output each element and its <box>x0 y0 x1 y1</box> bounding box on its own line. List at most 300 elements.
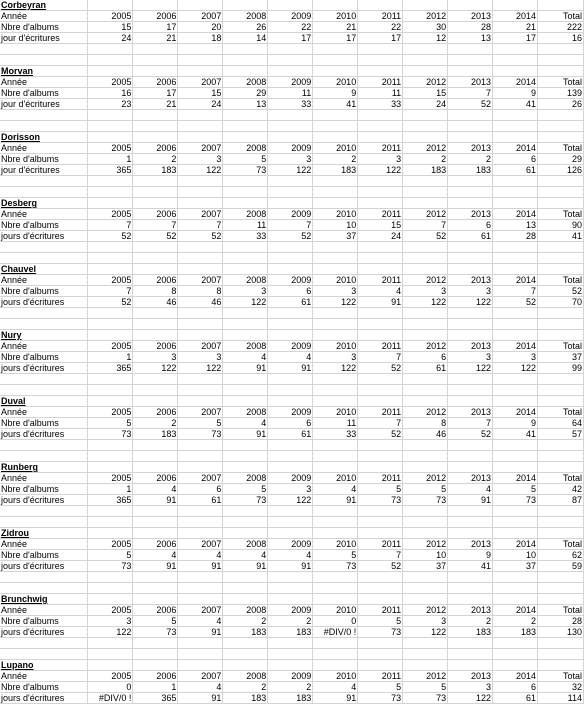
empty-cell[interactable] <box>538 649 584 660</box>
year-cell[interactable]: 2009 <box>268 11 313 22</box>
albums-value-cell[interactable]: 5 <box>358 682 403 693</box>
empty-cell[interactable] <box>133 198 178 209</box>
empty-cell[interactable] <box>88 242 133 253</box>
year-cell[interactable]: 2010 <box>313 671 358 682</box>
empty-cell[interactable] <box>0 308 88 319</box>
days-value-cell[interactable]: 73 <box>133 627 178 638</box>
albums-value-cell[interactable]: 3 <box>448 286 493 297</box>
empty-cell[interactable] <box>178 110 223 121</box>
days-label-cell[interactable]: jours d'écritures <box>0 297 88 308</box>
year-cell[interactable]: 2010 <box>313 11 358 22</box>
empty-cell[interactable] <box>223 264 268 275</box>
empty-cell[interactable] <box>178 253 223 264</box>
days-value-cell[interactable]: 52 <box>403 231 448 242</box>
year-cell[interactable]: 2010 <box>313 605 358 616</box>
albums-value-cell[interactable]: 3 <box>358 154 403 165</box>
empty-cell[interactable] <box>268 528 313 539</box>
year-label-cell[interactable]: Année <box>0 671 88 682</box>
empty-cell[interactable] <box>223 649 268 660</box>
empty-cell[interactable] <box>223 198 268 209</box>
days-value-cell[interactable]: 73 <box>493 495 538 506</box>
empty-cell[interactable] <box>88 319 133 330</box>
empty-cell[interactable] <box>448 396 493 407</box>
empty-cell[interactable] <box>223 0 268 11</box>
empty-cell[interactable] <box>223 319 268 330</box>
year-cell[interactable]: 2005 <box>88 605 133 616</box>
year-cell[interactable]: 2012 <box>403 275 448 286</box>
empty-cell[interactable] <box>133 55 178 66</box>
days-value-cell[interactable]: 91 <box>178 693 223 704</box>
albums-value-cell[interactable]: 6 <box>493 682 538 693</box>
albums-value-cell[interactable]: 7 <box>268 220 313 231</box>
empty-cell[interactable] <box>0 253 88 264</box>
year-label-cell[interactable]: Année <box>0 209 88 220</box>
empty-cell[interactable] <box>448 583 493 594</box>
empty-cell[interactable] <box>0 649 88 660</box>
albums-value-cell[interactable]: 3 <box>313 352 358 363</box>
empty-cell[interactable] <box>0 374 88 385</box>
empty-cell[interactable] <box>358 187 403 198</box>
year-cell[interactable]: 2013 <box>448 671 493 682</box>
days-value-cell[interactable]: 73 <box>403 693 448 704</box>
days-value-cell[interactable]: 61 <box>493 165 538 176</box>
empty-cell[interactable] <box>268 594 313 605</box>
empty-cell[interactable] <box>223 187 268 198</box>
empty-cell[interactable] <box>223 374 268 385</box>
albums-value-cell[interactable]: 6 <box>268 286 313 297</box>
albums-value-cell[interactable]: 15 <box>178 88 223 99</box>
empty-cell[interactable] <box>403 517 448 528</box>
albums-value-cell[interactable]: 9 <box>493 418 538 429</box>
days-value-cell[interactable]: 91 <box>268 363 313 374</box>
empty-cell[interactable] <box>88 187 133 198</box>
year-cell[interactable]: 2013 <box>448 341 493 352</box>
empty-cell[interactable] <box>358 396 403 407</box>
empty-cell[interactable] <box>133 583 178 594</box>
days-value-cell[interactable]: 91 <box>358 297 403 308</box>
albums-value-cell[interactable]: 6 <box>268 418 313 429</box>
albums-value-cell[interactable]: 5 <box>178 418 223 429</box>
albums-value-cell[interactable]: 4 <box>313 682 358 693</box>
albums-value-cell[interactable]: 6 <box>448 220 493 231</box>
empty-cell[interactable] <box>268 462 313 473</box>
empty-cell[interactable] <box>268 440 313 451</box>
days-value-cell[interactable]: 130 <box>538 627 584 638</box>
empty-cell[interactable] <box>133 396 178 407</box>
empty-cell[interactable] <box>493 583 538 594</box>
days-value-cell[interactable]: 122 <box>133 363 178 374</box>
empty-cell[interactable] <box>0 638 88 649</box>
empty-cell[interactable] <box>358 253 403 264</box>
year-cell[interactable]: 2012 <box>403 11 448 22</box>
year-label-cell[interactable]: Année <box>0 275 88 286</box>
days-value-cell[interactable]: 52 <box>493 297 538 308</box>
year-label-cell[interactable]: Année <box>0 407 88 418</box>
days-value-cell[interactable]: 52 <box>178 231 223 242</box>
albums-value-cell[interactable]: 5 <box>88 550 133 561</box>
empty-cell[interactable] <box>268 451 313 462</box>
albums-value-cell[interactable]: 5 <box>133 616 178 627</box>
empty-cell[interactable] <box>268 583 313 594</box>
year-cell[interactable]: 2005 <box>88 11 133 22</box>
empty-cell[interactable] <box>0 506 88 517</box>
year-label-cell[interactable]: Année <box>0 341 88 352</box>
albums-label-cell[interactable] <box>0 22 88 33</box>
empty-cell[interactable] <box>358 660 403 671</box>
year-cell[interactable]: 2007 <box>178 341 223 352</box>
empty-cell[interactable] <box>313 319 358 330</box>
albums-value-cell[interactable]: 17 <box>133 88 178 99</box>
year-cell[interactable]: 2012 <box>403 473 448 484</box>
days-value-cell[interactable]: 91 <box>313 495 358 506</box>
albums-value-cell[interactable]: 4 <box>133 484 178 495</box>
days-value-cell[interactable]: 122 <box>493 363 538 374</box>
empty-cell[interactable] <box>538 583 584 594</box>
empty-cell[interactable] <box>178 330 223 341</box>
empty-cell[interactable] <box>358 440 403 451</box>
days-label-cell[interactable]: jour d'écritures <box>0 165 88 176</box>
empty-cell[interactable] <box>493 44 538 55</box>
empty-cell[interactable] <box>0 110 88 121</box>
albums-value-cell[interactable]: 11 <box>358 88 403 99</box>
days-value-cell[interactable]: 17 <box>493 33 538 44</box>
empty-cell[interactable] <box>0 187 88 198</box>
albums-label-cell[interactable] <box>0 352 88 363</box>
empty-cell[interactable] <box>313 396 358 407</box>
days-value-cell[interactable]: 28 <box>493 231 538 242</box>
empty-cell[interactable] <box>538 44 584 55</box>
empty-cell[interactable] <box>313 462 358 473</box>
days-value-cell[interactable]: 87 <box>538 495 584 506</box>
year-cell[interactable]: 2011 <box>358 143 403 154</box>
empty-cell[interactable] <box>403 242 448 253</box>
empty-cell[interactable] <box>493 198 538 209</box>
empty-cell[interactable] <box>268 187 313 198</box>
empty-cell[interactable] <box>268 132 313 143</box>
year-label-cell[interactable]: Année <box>0 143 88 154</box>
empty-cell[interactable] <box>0 319 88 330</box>
albums-value-cell[interactable]: 4 <box>358 286 403 297</box>
days-value-cell[interactable]: 16 <box>538 33 584 44</box>
days-value-cell[interactable]: 122 <box>448 693 493 704</box>
empty-cell[interactable] <box>493 462 538 473</box>
albums-value-cell[interactable]: 2 <box>223 616 268 627</box>
days-value-cell[interactable]: 122 <box>403 297 448 308</box>
days-label-cell[interactable]: jours d'écritures <box>0 429 88 440</box>
albums-label-cell[interactable] <box>0 550 88 561</box>
albums-label-cell[interactable] <box>0 220 88 231</box>
empty-cell[interactable] <box>313 176 358 187</box>
empty-cell[interactable] <box>223 44 268 55</box>
empty-cell[interactable] <box>223 594 268 605</box>
year-cell[interactable]: 2011 <box>358 11 403 22</box>
albums-value-cell[interactable]: 29 <box>538 154 584 165</box>
albums-value-cell[interactable]: 1 <box>88 484 133 495</box>
empty-cell[interactable] <box>448 187 493 198</box>
year-cell[interactable]: 2006 <box>133 11 178 22</box>
year-label-cell[interactable]: Année <box>0 605 88 616</box>
empty-cell[interactable] <box>223 176 268 187</box>
author-name-cell[interactable]: Dorisson <box>0 132 88 143</box>
albums-value-cell[interactable]: 20 <box>178 22 223 33</box>
empty-cell[interactable] <box>88 517 133 528</box>
author-name-cell[interactable]: Nury <box>0 330 88 341</box>
empty-cell[interactable] <box>313 242 358 253</box>
albums-value-cell[interactable]: 8 <box>178 286 223 297</box>
days-value-cell[interactable]: 61 <box>403 363 448 374</box>
days-label-cell[interactable]: jours d'écritures <box>0 561 88 572</box>
empty-cell[interactable] <box>223 660 268 671</box>
empty-cell[interactable] <box>223 385 268 396</box>
empty-cell[interactable] <box>0 451 88 462</box>
empty-cell[interactable] <box>358 462 403 473</box>
albums-value-cell[interactable]: 2 <box>268 682 313 693</box>
empty-cell[interactable] <box>223 528 268 539</box>
empty-cell[interactable] <box>403 132 448 143</box>
albums-value-cell[interactable]: 28 <box>538 616 584 627</box>
albums-value-cell[interactable]: 4 <box>268 550 313 561</box>
days-value-cell[interactable]: 33 <box>358 99 403 110</box>
days-label-cell[interactable]: jour d'écritures <box>0 99 88 110</box>
days-value-cell[interactable]: 46 <box>133 297 178 308</box>
year-cell[interactable]: 2014 <box>493 11 538 22</box>
empty-cell[interactable] <box>538 121 584 132</box>
year-cell[interactable]: 2009 <box>268 473 313 484</box>
total-label-cell[interactable]: Total <box>538 671 584 682</box>
empty-cell[interactable] <box>358 308 403 319</box>
year-cell[interactable]: 2008 <box>223 407 268 418</box>
albums-value-cell[interactable]: 7 <box>448 88 493 99</box>
days-value-cell[interactable]: 122 <box>88 627 133 638</box>
empty-cell[interactable] <box>88 528 133 539</box>
days-value-cell[interactable]: 126 <box>538 165 584 176</box>
year-cell[interactable]: 2009 <box>268 77 313 88</box>
empty-cell[interactable] <box>493 66 538 77</box>
albums-value-cell[interactable]: 7 <box>133 220 178 231</box>
days-value-cell[interactable]: 183 <box>133 429 178 440</box>
days-value-cell[interactable]: 183 <box>448 165 493 176</box>
empty-cell[interactable] <box>538 330 584 341</box>
year-cell[interactable]: 2012 <box>403 407 448 418</box>
empty-cell[interactable] <box>223 308 268 319</box>
year-cell[interactable]: 2012 <box>403 539 448 550</box>
year-cell[interactable]: 2012 <box>403 77 448 88</box>
empty-cell[interactable] <box>223 121 268 132</box>
empty-cell[interactable] <box>268 242 313 253</box>
empty-cell[interactable] <box>358 319 403 330</box>
albums-label-cell[interactable] <box>0 682 88 693</box>
empty-cell[interactable] <box>88 649 133 660</box>
year-cell[interactable]: 2006 <box>133 407 178 418</box>
empty-cell[interactable] <box>403 528 448 539</box>
year-cell[interactable]: 2009 <box>268 407 313 418</box>
albums-value-cell[interactable]: 4 <box>268 352 313 363</box>
empty-cell[interactable] <box>268 264 313 275</box>
year-cell[interactable]: 2005 <box>88 143 133 154</box>
empty-cell[interactable] <box>448 649 493 660</box>
albums-value-cell[interactable]: 7 <box>88 286 133 297</box>
year-cell[interactable]: 2006 <box>133 143 178 154</box>
empty-cell[interactable] <box>268 660 313 671</box>
year-cell[interactable]: 2008 <box>223 341 268 352</box>
albums-value-cell[interactable]: 5 <box>223 484 268 495</box>
year-cell[interactable]: 2009 <box>268 671 313 682</box>
empty-cell[interactable] <box>538 451 584 462</box>
days-label-cell[interactable]: jours d'écritures <box>0 363 88 374</box>
empty-cell[interactable] <box>493 385 538 396</box>
year-cell[interactable]: 2007 <box>178 539 223 550</box>
empty-cell[interactable] <box>88 506 133 517</box>
year-cell[interactable]: 2005 <box>88 341 133 352</box>
empty-cell[interactable] <box>178 462 223 473</box>
year-cell[interactable]: 2012 <box>403 341 448 352</box>
empty-cell[interactable] <box>133 319 178 330</box>
year-cell[interactable]: 2014 <box>493 275 538 286</box>
empty-cell[interactable] <box>178 198 223 209</box>
albums-value-cell[interactable]: 11 <box>223 220 268 231</box>
empty-cell[interactable] <box>0 517 88 528</box>
albums-value-cell[interactable]: 5 <box>223 154 268 165</box>
empty-cell[interactable] <box>313 44 358 55</box>
albums-value-cell[interactable]: 64 <box>538 418 584 429</box>
days-value-cell[interactable]: 122 <box>403 627 448 638</box>
empty-cell[interactable] <box>493 319 538 330</box>
empty-cell[interactable] <box>223 440 268 451</box>
year-cell[interactable]: 2009 <box>268 605 313 616</box>
days-value-cell[interactable]: 91 <box>223 429 268 440</box>
empty-cell[interactable] <box>493 440 538 451</box>
year-cell[interactable]: 2006 <box>133 77 178 88</box>
empty-cell[interactable] <box>133 594 178 605</box>
days-value-cell[interactable]: 46 <box>178 297 223 308</box>
albums-value-cell[interactable]: 4 <box>133 550 178 561</box>
albums-value-cell[interactable]: 7 <box>403 220 448 231</box>
empty-cell[interactable] <box>313 110 358 121</box>
empty-cell[interactable] <box>493 0 538 11</box>
albums-value-cell[interactable]: 7 <box>493 286 538 297</box>
empty-cell[interactable] <box>268 385 313 396</box>
empty-cell[interactable] <box>268 44 313 55</box>
days-value-cell[interactable]: 37 <box>493 561 538 572</box>
total-label-cell[interactable]: Total <box>538 473 584 484</box>
empty-cell[interactable] <box>268 198 313 209</box>
empty-cell[interactable] <box>88 121 133 132</box>
days-value-cell[interactable]: 122 <box>178 363 223 374</box>
empty-cell[interactable] <box>538 385 584 396</box>
days-value-cell[interactable]: 41 <box>538 231 584 242</box>
year-cell[interactable]: 2013 <box>448 473 493 484</box>
total-label-cell[interactable]: Total <box>538 407 584 418</box>
empty-cell[interactable] <box>403 638 448 649</box>
days-value-cell[interactable]: 114 <box>538 693 584 704</box>
empty-cell[interactable] <box>493 253 538 264</box>
year-cell[interactable]: 2007 <box>178 11 223 22</box>
empty-cell[interactable] <box>223 253 268 264</box>
albums-value-cell[interactable]: 9 <box>493 88 538 99</box>
empty-cell[interactable] <box>178 176 223 187</box>
empty-cell[interactable] <box>448 451 493 462</box>
albums-value-cell[interactable]: 37 <box>538 352 584 363</box>
empty-cell[interactable] <box>88 451 133 462</box>
empty-cell[interactable] <box>358 198 403 209</box>
albums-label-cell[interactable] <box>0 484 88 495</box>
empty-cell[interactable] <box>223 55 268 66</box>
days-value-cell[interactable]: 61 <box>493 693 538 704</box>
empty-cell[interactable] <box>448 528 493 539</box>
albums-value-cell[interactable]: 5 <box>313 550 358 561</box>
empty-cell[interactable] <box>403 374 448 385</box>
albums-value-cell[interactable]: 28 <box>448 22 493 33</box>
empty-cell[interactable] <box>538 264 584 275</box>
year-cell[interactable]: 2013 <box>448 605 493 616</box>
year-cell[interactable]: 2008 <box>223 605 268 616</box>
empty-cell[interactable] <box>403 198 448 209</box>
albums-value-cell[interactable]: 5 <box>403 682 448 693</box>
year-cell[interactable]: 2006 <box>133 605 178 616</box>
days-value-cell[interactable]: 73 <box>88 429 133 440</box>
empty-cell[interactable] <box>538 132 584 143</box>
empty-cell[interactable] <box>493 264 538 275</box>
empty-cell[interactable] <box>178 440 223 451</box>
albums-value-cell[interactable]: 0 <box>88 682 133 693</box>
empty-cell[interactable] <box>403 572 448 583</box>
empty-cell[interactable] <box>403 176 448 187</box>
empty-cell[interactable] <box>358 506 403 517</box>
albums-value-cell[interactable]: 30 <box>403 22 448 33</box>
empty-cell[interactable] <box>448 319 493 330</box>
empty-cell[interactable] <box>448 440 493 451</box>
days-value-cell[interactable]: 183 <box>493 627 538 638</box>
empty-cell[interactable] <box>358 583 403 594</box>
days-label-cell[interactable]: jours d'écritures <box>0 495 88 506</box>
empty-cell[interactable] <box>268 110 313 121</box>
empty-cell[interactable] <box>178 121 223 132</box>
empty-cell[interactable] <box>493 517 538 528</box>
empty-cell[interactable] <box>223 110 268 121</box>
year-cell[interactable]: 2009 <box>268 143 313 154</box>
empty-cell[interactable] <box>358 0 403 11</box>
empty-cell[interactable] <box>358 572 403 583</box>
days-value-cell[interactable]: 365 <box>88 363 133 374</box>
days-value-cell[interactable]: 99 <box>538 363 584 374</box>
empty-cell[interactable] <box>403 649 448 660</box>
days-value-cell[interactable]: 17 <box>268 33 313 44</box>
year-cell[interactable]: 2006 <box>133 473 178 484</box>
empty-cell[interactable] <box>358 374 403 385</box>
albums-value-cell[interactable]: 32 <box>538 682 584 693</box>
albums-value-cell[interactable]: 52 <box>538 286 584 297</box>
year-cell[interactable]: 2011 <box>358 671 403 682</box>
empty-cell[interactable] <box>88 638 133 649</box>
empty-cell[interactable] <box>538 396 584 407</box>
empty-cell[interactable] <box>313 55 358 66</box>
year-cell[interactable]: 2008 <box>223 209 268 220</box>
empty-cell[interactable] <box>358 110 403 121</box>
albums-value-cell[interactable]: 1 <box>88 154 133 165</box>
empty-cell[interactable] <box>268 517 313 528</box>
empty-cell[interactable] <box>493 572 538 583</box>
empty-cell[interactable] <box>133 187 178 198</box>
empty-cell[interactable] <box>133 638 178 649</box>
year-cell[interactable]: 2010 <box>313 539 358 550</box>
empty-cell[interactable] <box>538 0 584 11</box>
empty-cell[interactable] <box>313 572 358 583</box>
empty-cell[interactable] <box>133 517 178 528</box>
year-cell[interactable]: 2007 <box>178 407 223 418</box>
days-value-cell[interactable]: 183 <box>223 627 268 638</box>
empty-cell[interactable] <box>448 517 493 528</box>
albums-value-cell[interactable]: 2 <box>403 154 448 165</box>
